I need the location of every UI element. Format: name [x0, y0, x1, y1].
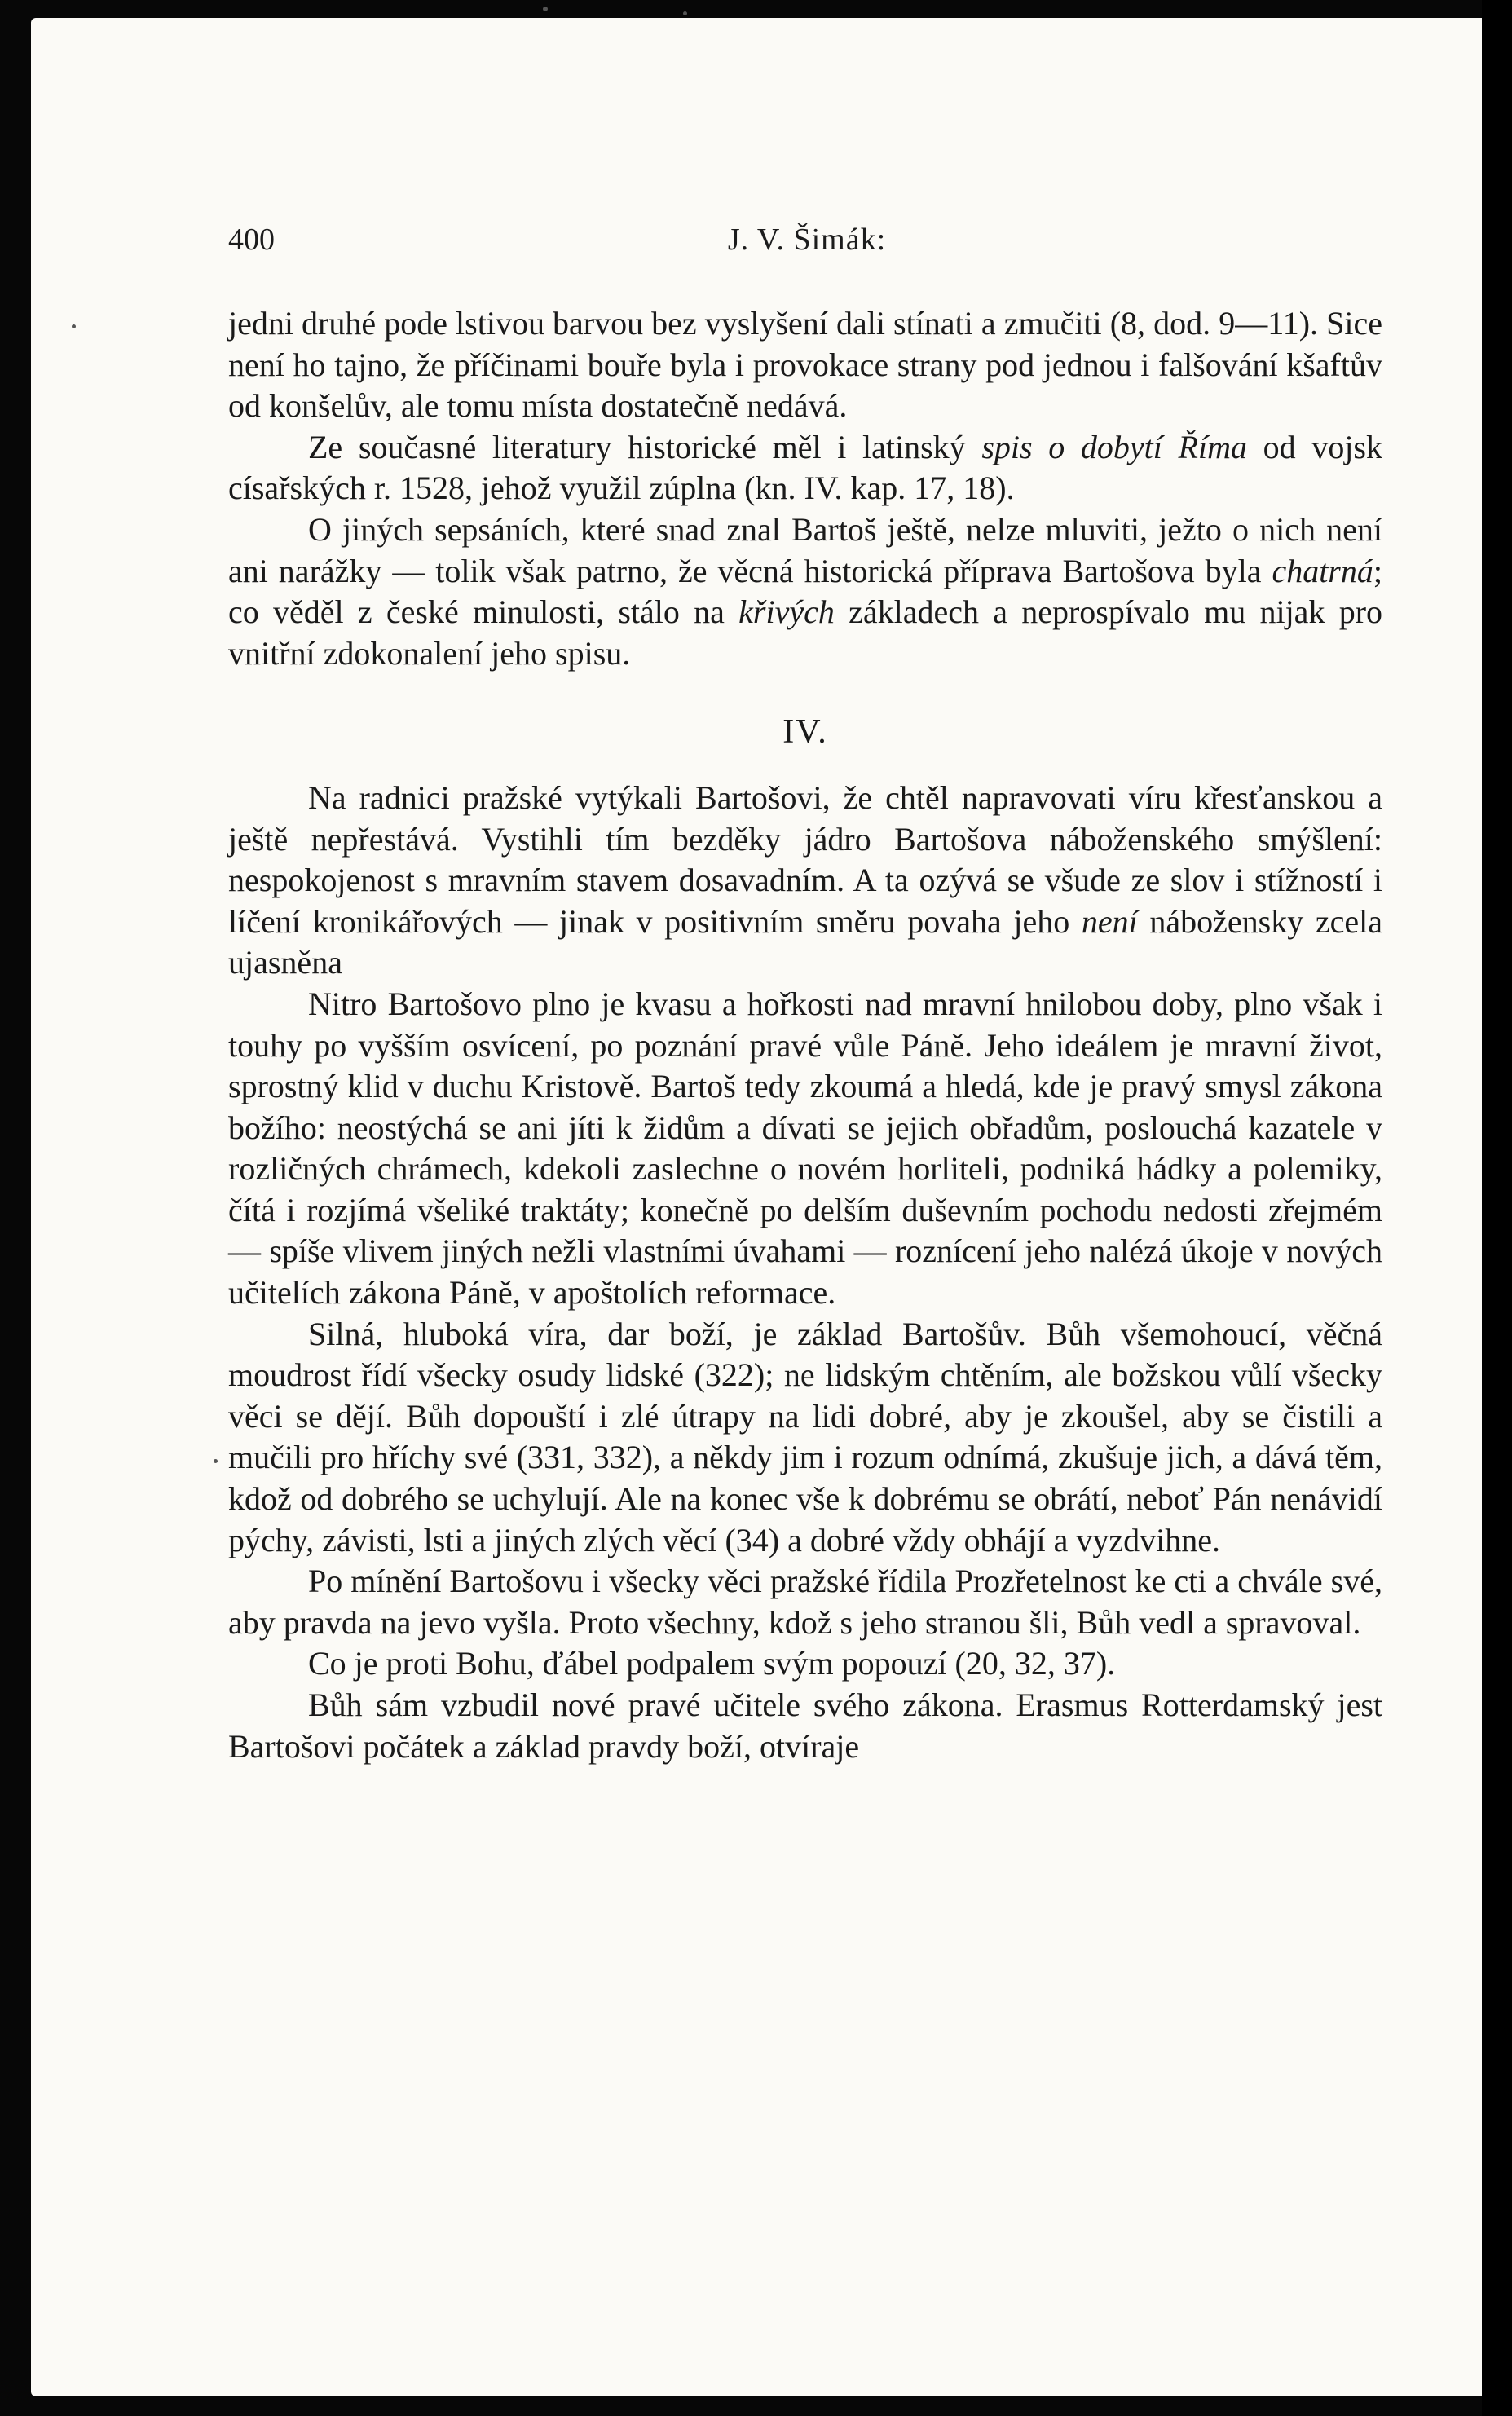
paragraph-continuation: jedni druhé pode lstivou barvou bez vyslyšení dali stínati a zmučiti (8, dod. 9—11). Sice není ho tajno, že příčinami bouře byla i provokace strany pod jednou i falšování kšaftův od konšelův, ale tomu místa dostatečně nedává. — [228, 305, 1382, 425]
paragraph-text: ; co věděl z české minulosti, stálo na — [228, 552, 1382, 631]
dust-speck — [214, 1459, 218, 1463]
italic-title: spis o dobytí Říma — [981, 428, 1247, 465]
scan-edge — [1482, 0, 1512, 2416]
italic-word: chatrná — [1272, 552, 1373, 589]
paragraph-radnice — [228, 778, 1382, 984]
dust-speck — [72, 324, 76, 328]
body-text — [228, 303, 1382, 1767]
paragraph-prozretelnost: Po mínění Bartošovu i všecky věci pražské řídila Prozřetelnost ke cti a chvále své, aby pravda na jevo vyšla. Proto všechny, kdož s jeho stranou šli, Bůh vedl a spravoval. — [228, 1563, 1382, 1641]
running-head: J. V. Šimák: — [727, 223, 887, 257]
paragraph-erasmus: Bůh sám vzbudil nové pravé učitele svého zákona. Erasmus Rotterdamský jest Bartošovi počátek a základ pravdy boží, otvíraje — [228, 1686, 1382, 1765]
dust-speck — [683, 11, 687, 15]
italic-word: není — [1081, 902, 1138, 940]
paragraph-text: Ze současné literatury historické měl i latinský — [308, 428, 982, 465]
paragraph-text: od vojsk císařských r. 1528, jehož využil zúplna (kn. IV. kap. 17, 18). — [228, 428, 1382, 507]
section-heading: IV. — [782, 713, 828, 752]
paragraph-nitro: Nitro Bartošovo plno je kvasu a hořkosti nad mravní hnilobou doby, plno však i touhy po vyšším osvícení, po poznání pravé vůle Páně. Jeho ideálem je mravní život, sprostný klid v duchu Kristově. Bartoš tedy zkoumá a hledá, kde je pravý smysl zákona božího: neostýchá se ani jíti k židům a dívati se jejich obřadům, poslouchá kazatele v rozličných chrámech, kdekoli zaslechne o novém horliteli, podniká hádky a polemiky, čítá i rozjímá všeliké traktáty; konečně po delším duševním pochodu nedosti zřejmém — spíše vlivem jiných nežli vlastními úvahami — roznícení jeho nalézá úkoje v nových učitelích zákona Páně, v apoštolích reformace. — [228, 985, 1382, 1312]
page-header — [228, 222, 1386, 262]
paragraph-text: Na radnici pražské vytýkali Bartošovi, že chtěl napravovati víru křesťanskou a ještě nepřestává. Vystihli tím bezděky jádro Bartošova náboženského smýšlení: nespokojenost s mravním stavem dosavadním. A ta ozývá se všude ze slov i stížností i líčení kronikářových — jinak v positivním směru povaha jeho — [228, 778, 1382, 940]
paragraph-dabel: Co je proti Bohu, ďábel podpalem svým popouzí (20, 32, 37). — [308, 1645, 1116, 1682]
dust-speck — [543, 7, 548, 11]
paragraph-text: nábožensky zcela ujasněna — [228, 902, 1382, 981]
paragraph-sources — [228, 509, 1382, 674]
italic-word: křivých — [738, 593, 835, 631]
paragraph-text: základech a neprospívalo mu nijak pro vnitřní zdokonalení jeho spisu. — [228, 593, 1383, 672]
paragraph-text: O jiných sepsáních, které snad znal Bartoš ještě, nelze mluviti, ježto o nich není ani narážky — tolik však patrno, že věcná historická příprava Bartošova byla — [228, 510, 1382, 589]
paragraph-literature — [228, 427, 1382, 509]
page-number: 400 — [228, 223, 275, 257]
paragraph-vira: Silná, hluboká víra, dar boží, je základ Bartošův. Bůh všemohoucí, věčná moudrost řídí všecky osudy lidské (322); ne lidským chtěním, ale božskou vůlí všecky věci se dějí. Bůh dopouští i zlé útrapy na lidi dobré, aby je zkoušel, aby se čistili a mučili pro hříchy své (331, 332), a někdy jim i rozum odnímá, zkušuje jich, a dává těm, kdož od dobrého se uchylují. Ale na konec vše k dobrému se obrátí, neboť Pán nenávidí pýchy, závisti, lsti a jiných zlých věcí (34) a dobré vždy obhájí a vyzdvihne. — [228, 1315, 1382, 1558]
